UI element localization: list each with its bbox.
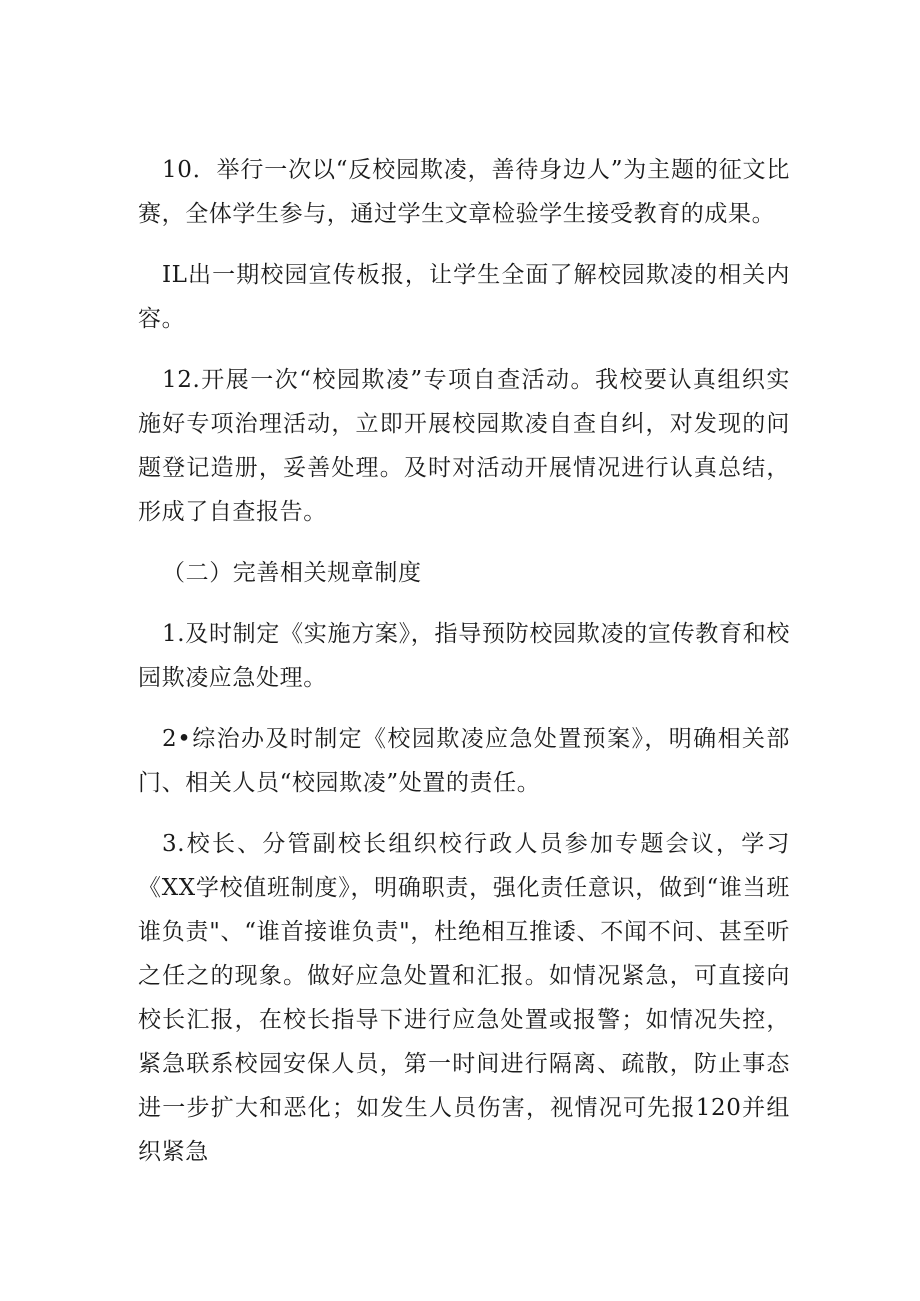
document-body: [138, 148, 790, 1191]
paragraph-duty-system: 3.校长、分管副校长组织校行政人员参加专题会议，学习《XX学校值班制度》，明确职责，强化责任意识，做到“谁当班谁负责"、“谁首接谁负责"，杜绝相互推诿、不闻不问、甚至听之任之的现象。做好应急处置和汇报。如情况紧急，可直接向校长汇报，在校长指导下进行应急处置或报警；如情况失控，紧急联系校园安保人员，第一时间进行隔离、疏散，防止事态进一步扩大和恶化；如发生人员伤害，视情况可先报120并组织紧急: [138, 831, 790, 1165]
paragraph-self-inspection: 12.开展一次“校园欺凌”专项自查活动。我校要认真组织实施好专项治理活动，立即开展校园欺凌自查自纠，对发现的问题登记造册，妥善处理。及时对活动开展情况进行认真总结，形成了自查报告。: [138, 367, 790, 525]
section-heading: （二）完善相关规章制度: [162, 560, 422, 586]
paragraph-bulletin-board: IL出一期校园宣传板报，让学生全面了解校园欺凌的相关内容。: [138, 262, 790, 332]
paragraph-implementation-plan: 1.及时制定《实施方案》，指导预防校园欺凌的宣传教育和校园欺凌应急处理。: [138, 621, 790, 691]
paragraph-emergency-plan: 2•综治办及时制定《校园欺凌应急处置预案》，明确相关部门、相关人员“校园欺凌”处置的责任。: [138, 726, 790, 796]
paragraph-essay-contest: 10．举行一次以“反校园欺凌，善待身边人”为主题的征文比赛，全体学生参与，通过学生文章检验学生接受教育的成果。: [138, 157, 790, 227]
